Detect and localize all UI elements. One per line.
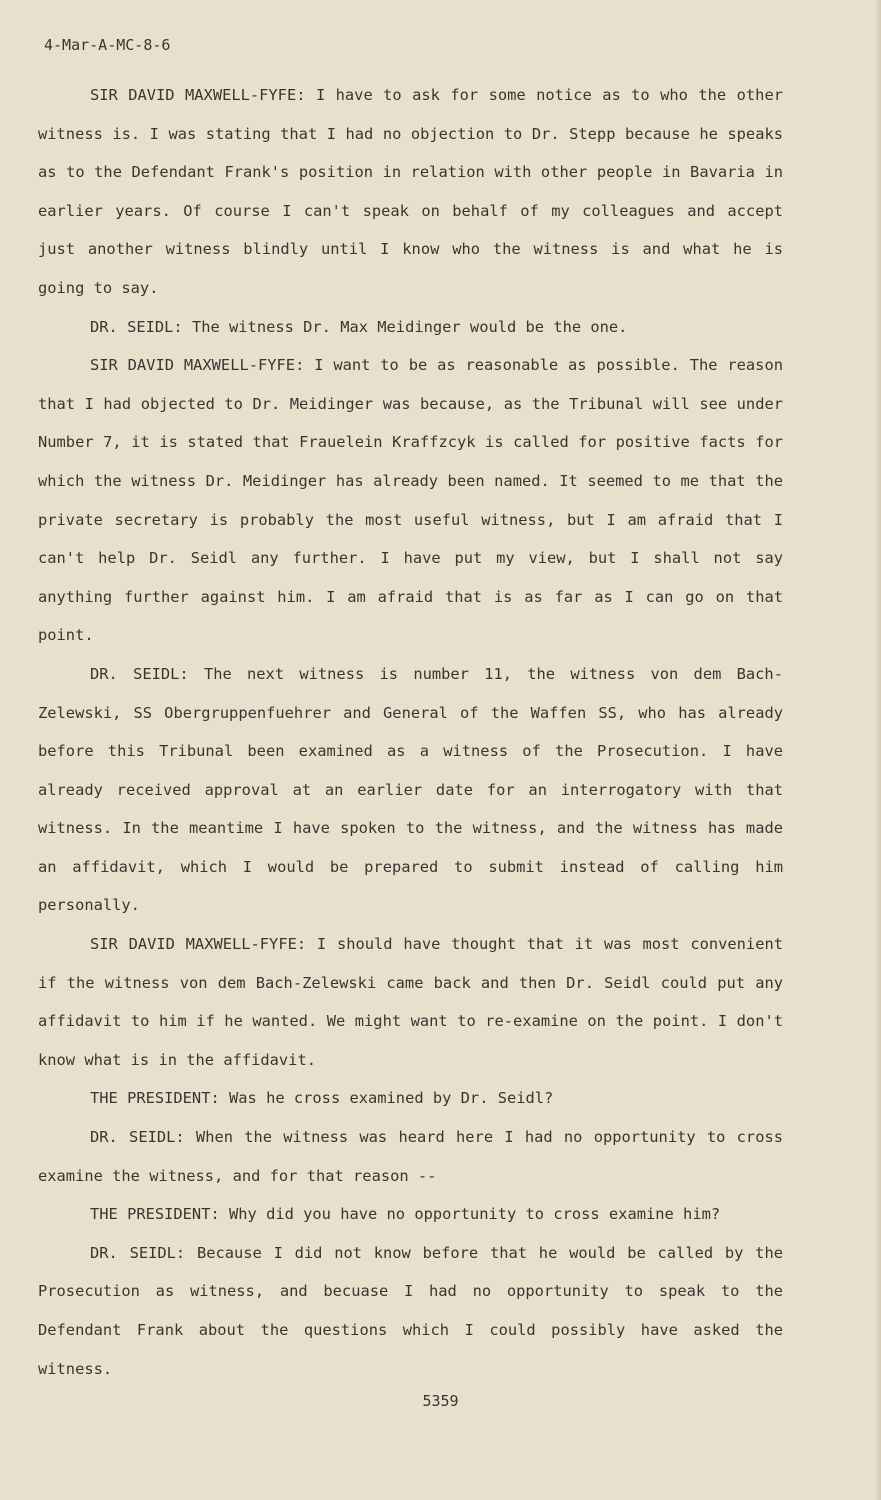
speaker-name: DR. SEIDL:	[90, 317, 183, 336]
speaker-name: DR. SEIDL:	[90, 1243, 186, 1262]
speaker-name: DR. SEIDL:	[90, 1128, 185, 1147]
speech-text: The witness Dr. Max Meidinger would be the one.	[191, 317, 628, 336]
transcript-paragraph	[38, 655, 783, 925]
speech-text: Why did you have no opportunity to cross examine him?	[229, 1205, 721, 1224]
speech-text: I want to be as reasonable as possible. The reason that I had objected to Dr. Meidinger was because, as the Tribunal will see under Number 7, it is stated that Frauelein Kraffzcyk is called for positive facts for which the witness Dr. Meidinger has already been named. It seemed to me that the private secretary is probably the most useful witness, but I am afraid that I can't help Dr. Seidl any further. I have put my view, but I shall not say anything further against him. I am afraid that is as far as I can go on that point.	[38, 356, 783, 645]
speaker-name: THE PRESIDENT:	[90, 1205, 220, 1224]
transcript-paragraph	[38, 76, 783, 308]
transcript-paragraph	[38, 1234, 783, 1388]
speech-text: Was he cross examined by Dr. Seidl?	[229, 1089, 554, 1108]
page-edge-shadow	[875, 0, 881, 1500]
page-number: 5359	[422, 1392, 459, 1410]
speech-text: I should have thought that it was most convenient if the witness von dem Bach-Zelewski came back and then Dr. Seidl could put any affidavit to him if he wanted. We might want to re-examine on the point. I don't know what is in the affidavit.	[38, 935, 783, 1069]
transcript-paragraph	[38, 346, 783, 655]
speech-text: The next witness is number 11, the witness von dem Bach-Zelewski, SS Obergruppenfuehrer and General of the Waffen SS, who has already before this Tribunal been examined as a witness of the Prosecution. I have already received approval at an earlier date for an interrogatory with that witness. In the meantime I have spoken to the witness, and the witness has made an affidavit, which I would be prepared to submit instead of calling him personally.	[38, 664, 783, 915]
speaker-name: SIR DAVID MAXWELL-FYFE:	[90, 86, 306, 104]
transcript-paragraph	[38, 308, 783, 347]
speaker-name: SIR DAVID MAXWELL-FYFE:	[90, 356, 305, 375]
speech-text: When the witness was heard here I had no opportunity to cross examine the witness, and for that reason --	[38, 1128, 783, 1185]
speech-text: Because I did not know before that he would be called by the Prosecution as witness, and becuase I had no opportunity to speak to the Defendant Frank about the questions which I could possibly have asked the witness.	[38, 1243, 783, 1378]
speaker-name: DR. SEIDL:	[90, 664, 189, 683]
transcript-paragraph	[38, 1118, 783, 1195]
transcript-paragraph	[38, 1195, 783, 1234]
transcript-paragraph	[38, 1079, 783, 1118]
speaker-name: THE PRESIDENT:	[90, 1089, 220, 1108]
transcript-paragraph	[38, 925, 783, 1079]
document-reference: 4-Mar-A-MC-8-6	[44, 36, 171, 54]
transcript-body	[38, 76, 783, 1388]
speaker-name: SIR DAVID MAXWELL-FYFE:	[90, 935, 307, 954]
speech-text: I have to ask for some notice as to who the other witness is. I was stating that I had no objection to Dr. Stepp because he speaks as to the Defendant Frank's position in relation with other people in Bavaria in earlier years. Of course I can't speak on behalf of my colleagues and accept just another witness blindly until I know who the witness is and what he is going to say.	[38, 86, 783, 297]
